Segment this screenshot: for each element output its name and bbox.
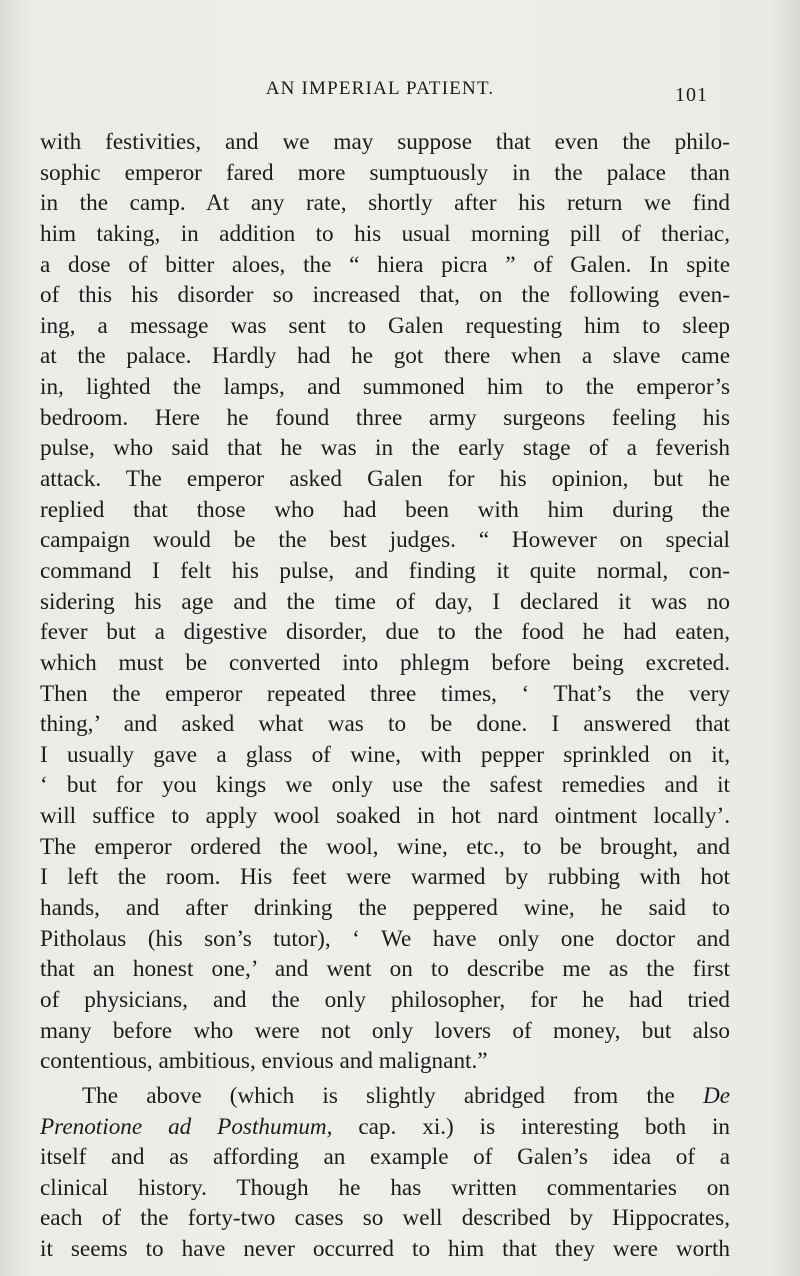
text-line: will suffice to apply wool soaked in hot nard ointment locally’. <box>40 803 730 830</box>
text-line: a dose of bitter aloes, the “ hiera picra ” of Galen. In spite <box>40 251 730 278</box>
text-line: many before who were not only lovers of money, but also <box>40 1017 730 1044</box>
text-line: at the palace. Hardly had he got there when a slave came <box>40 343 730 370</box>
text-line: replied that those who had been with him during the <box>40 496 730 523</box>
italic-title: De <box>702 1082 730 1109</box>
text-line: campaign would be the best judges. “ However on special <box>40 527 730 554</box>
text-line: command I felt his pulse, and finding it quite normal, con- <box>40 557 730 584</box>
paragraph-1 <box>40 127 730 1077</box>
running-title: AN IMPERIAL PATIENT. <box>265 78 495 99</box>
text-line: bedroom. Here he found three army surgeons feeling his <box>40 404 730 431</box>
text-line: Then the emperor repeated three times, ‘ That’s the very <box>40 680 730 707</box>
text-line: in, lighted the lamps, and summoned him to the emperor’s <box>40 374 730 401</box>
text-line: that an honest one,’ and went on to describe me as the first <box>40 956 730 983</box>
text-line: The emperor ordered the wool, wine, etc., to be brought, and <box>40 833 730 860</box>
text-line: fever but a digestive disorder, due to the food he had eaten, <box>40 619 730 646</box>
text-line: sophic emperor fared more sumptuously in the palace than <box>40 159 730 186</box>
paragraph-2 <box>40 1081 730 1265</box>
text-line: which must be converted into phlegm before being excreted. <box>40 649 730 676</box>
text-line: itself and as affording an example of Galen’s idea of a <box>40 1144 730 1171</box>
text-line: hands, and after drinking the peppered wine, he said to <box>40 895 730 922</box>
body-text <box>40 127 730 1265</box>
text-line: in the camp. At any rate, shortly after his return we find <box>40 190 730 217</box>
text-line: thing,’ and asked what was to be done. I answered that <box>40 711 730 738</box>
text-line: attack. The emperor asked Galen for his opinion, but he <box>40 466 730 493</box>
text-line: with festivities, and we may suppose that even the philo- <box>40 129 730 155</box>
text-line: ing, a message was sent to Galen requesting him to sleep <box>40 312 730 339</box>
page-header <box>0 78 800 112</box>
text-line: of physicians, and the only philosopher, for he had tried <box>40 986 730 1013</box>
text-line <box>40 1081 730 1112</box>
text-line: I left the room. His feet were warmed by rubbing with hot <box>40 864 730 891</box>
text-line: I usually gave a glass of wine, with pepper sprinkled on it, <box>40 741 730 768</box>
text-line: of this his disorder so increased that, on the following even- <box>40 282 730 309</box>
text-line: ‘ but for you kings we only use the safest remedies and it <box>40 772 730 799</box>
text-line: sidering his age and the time of day, I declared it was no <box>40 588 730 615</box>
text-line: each of the forty-two cases so well described by Hippocrates, <box>40 1205 730 1232</box>
text-line: contentious, ambitious, envious and malignant.” <box>40 1048 488 1075</box>
text-line <box>40 1112 730 1143</box>
page-number: 101 <box>675 84 708 106</box>
text-line: him taking, in addition to his usual morning pill of theriac, <box>40 220 730 247</box>
text-line: pulse, who said that he was in the early stage of a feverish <box>40 435 730 462</box>
italic-title: Prenotione ad Posthumum, <box>40 1113 333 1140</box>
text-line: Pitholaus (his son’s tutor), ‘ We have only one doctor and <box>40 925 730 952</box>
text-run: The above (which is slightly abridged from the <box>82 1082 703 1109</box>
text-run: cap. xi.) is interesting both in <box>332 1113 730 1140</box>
text-line: clinical history. Though he has written commentaries on <box>40 1174 730 1201</box>
text-line: it seems to have never occurred to him that they were worth <box>40 1236 730 1263</box>
